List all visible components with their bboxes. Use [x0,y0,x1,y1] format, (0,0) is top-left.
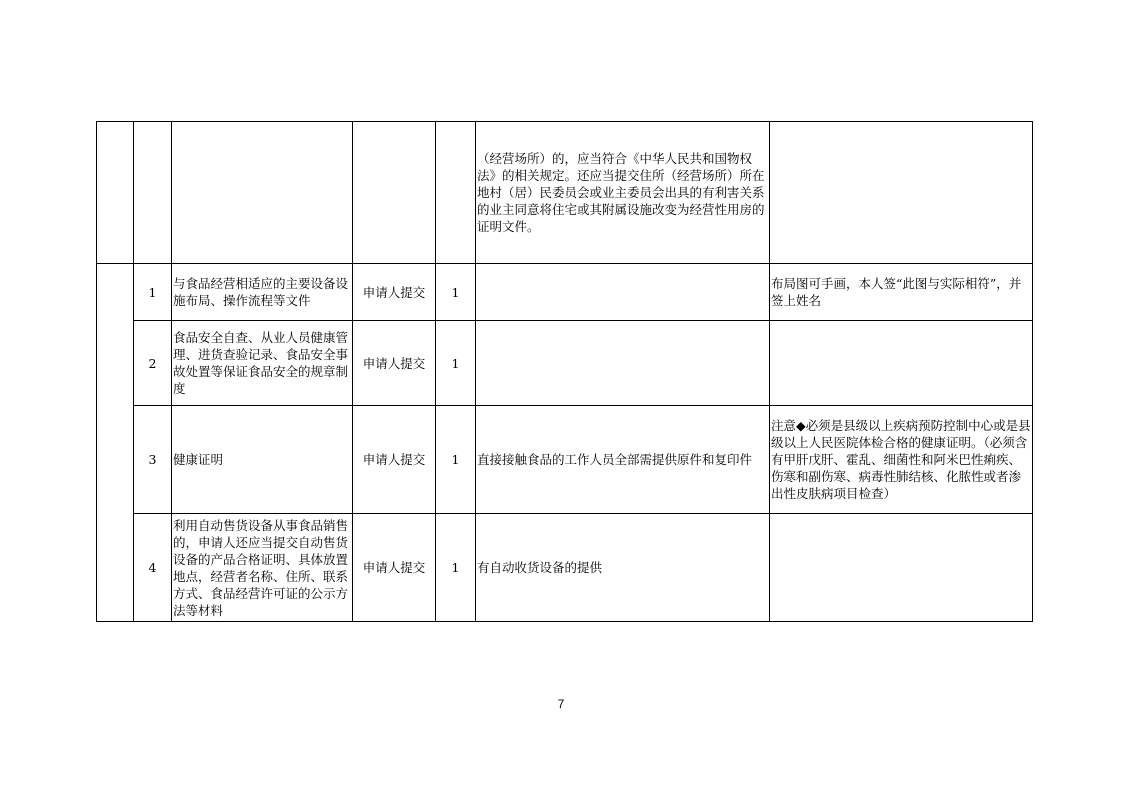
row-number: 4 [134,514,172,622]
row-number: 1 [134,264,172,321]
material-source: 申请人提交 [353,514,436,622]
materials-table [96,121,1033,622]
table-row [97,321,1033,406]
material-source: 申请人提交 [353,406,436,514]
count-cell-empty [436,122,476,264]
basis-cell: 有自动收货设备的提供 [476,514,770,622]
source-cell-empty [353,122,436,264]
basis-cell: 直接接触食品的工作人员全部需提供原件和复印件 [476,406,770,514]
material-count: 1 [436,321,476,406]
category-cell [97,264,134,622]
table-row-continued [97,122,1033,264]
note-cell-empty [770,122,1033,264]
material-source: 申请人提交 [353,321,436,406]
material-name: 食品安全自查、从业人员健康管理、进货查验记录、食品安全事故处置等保证食品安全的规章制度 [172,321,353,406]
material-count: 1 [436,514,476,622]
note-cell [770,321,1033,406]
note-cell: 布局图可手画，本人签“此图与实际相符”，并签上姓名 [770,264,1033,321]
row-number: 2 [134,321,172,406]
page-number: 7 [557,697,565,711]
table-row [97,264,1033,321]
note-cell [770,514,1033,622]
material-name: 利用自动售货设备从事食品销售的，申请人还应当提交自动售货设备的产品合格证明、具体放置地点，经营者名称、住所、联系方式、食品经营许可证的公示方法等材料 [172,514,353,622]
no-cell-empty [134,122,172,264]
material-name: 健康证明 [172,406,353,514]
material-count: 1 [436,264,476,321]
basis-cell: （经营场所）的，应当符合《中华人民共和国物权法》的相关规定。还应当提交住所（经营场所）所在地村（居）民委员会或业主委员会出具的有利害关系的业主同意将住宅或其附属设施改变为经营性用房的证明文件。 [476,122,770,264]
material-cell-empty [172,122,353,264]
material-name: 与食品经营相适应的主要设备设施布局、操作流程等文件 [172,264,353,321]
category-cell-empty [97,122,134,264]
material-count: 1 [436,406,476,514]
table-row [97,514,1033,622]
row-number: 3 [134,406,172,514]
table-row [97,406,1033,514]
basis-cell [476,321,770,406]
note-cell: 注意◆必须是县级以上疾病预防控制中心或是县级以上人民医院体检合格的健康证明。（必须含有甲肝戊肝、霍乱、细菌性和阿米巴性痢疾、伤寒和副伤寒、病毒性肺结核、化脓性或者渗出性皮肤病项目检查） [770,406,1033,514]
basis-cell [476,264,770,321]
material-source: 申请人提交 [353,264,436,321]
